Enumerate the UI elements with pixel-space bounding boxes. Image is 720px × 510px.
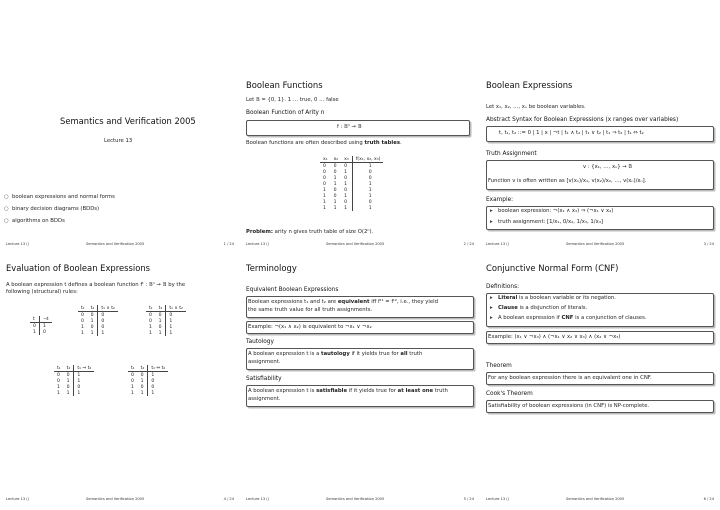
slide-footer: Lecture 13 () Semantics and Verification 2005 2 / 24 [246, 242, 474, 246]
text-line: assignment. [248, 396, 281, 402]
slide-4 [0, 255, 240, 510]
outline-item: ○ binary decision diagrams (BDDs) [4, 206, 100, 212]
cook-theorem-block [486, 400, 714, 413]
satisfiability-block [246, 385, 474, 407]
text-line: Function v is often written as [v(x₁)/x₁, v(x₂)/x₂, …, v(xₙ)/xₙ]. [488, 178, 647, 184]
block-title: Example: [486, 197, 514, 203]
example-block [486, 331, 714, 344]
bullet-icon: ▸ [490, 295, 493, 301]
bullet-icon: ▸ [490, 305, 493, 311]
problem-note: Problem: arity n gives truth table of size O(2ⁿ). [246, 229, 374, 235]
slide-5 [240, 255, 480, 510]
truth-table-implication: t₁ t₂ t₁ ⇒ t₂ 0 0 1 0 1 1 1 0 0 1 1 1 [54, 365, 94, 396]
definition-item: ▸ Clause is a disjunction of literals. [490, 305, 588, 311]
lecture-label: Lecture 13 [104, 138, 133, 144]
bullet-icon: ▸ [490, 219, 493, 225]
bullet-icon: ○ [4, 206, 9, 212]
text-line: Example: (x₁ ∨ ¬x₃) ∧ (¬x₁ ∨ x₂ ∨ x₃) ∧ (x₂ ∨ ¬x₃) [488, 334, 621, 340]
definition-item: ▸ A boolean expression if CNF is a conjunction of clauses. [490, 315, 647, 321]
example-item: ▸ truth assignment: [1/x₁, 0/x₂, 1/x₃, 1/x₄] [490, 219, 603, 225]
text-line: Boolean functions are often described using truth tables. [246, 140, 402, 146]
text-line: A boolean expression t is satisfiable if it yields true for at least one truth [248, 388, 448, 394]
text-line: assignment. [248, 359, 281, 365]
bullet-icon: ▸ [490, 315, 493, 321]
definitions-block [486, 293, 714, 327]
slide-title: Evaluation of Boolean Expressions [6, 263, 150, 273]
definition-block [246, 296, 474, 318]
truth-table: x₁ x₂ x₃ f(x₁, x₂, x₃) 0 0 0 1 0 0 1 0 0 1 0 0 0 1 1 1 1 0 0 1 1 0 1 1 1 1 0 0 1 1 1 1 [320, 156, 383, 211]
truth-table-or: t₁ t₂ t₁ ∨ t₂ 0 0 0 0 1 1 1 0 1 1 1 1 [146, 305, 186, 336]
truth-table-and: t₁ t₂ t₁ ∧ t₂ 0 0 0 0 1 0 1 0 0 1 1 1 [78, 305, 118, 336]
definition-item: ▸ Literal is a boolean variable or its negation. [490, 295, 616, 301]
block-title: Definitions: [486, 284, 520, 290]
bullet-icon: ○ [4, 194, 9, 200]
block-title: Cook's Theorem [486, 391, 533, 397]
slide-title: Boolean Functions [246, 80, 323, 90]
slide-footer: Lecture 13 () Semantics and Verification 2005 1 / 24 [6, 242, 234, 246]
formula: f : 𝔹ⁿ → 𝔹 [337, 124, 362, 130]
example-block [486, 206, 714, 230]
formula: v : {x₁, …, xₙ} → 𝔹 [583, 164, 633, 170]
block-title: Truth Assignment [486, 151, 537, 157]
block-title: Tautology [246, 339, 274, 345]
text-line: A boolean expression t defines a boolean function fᵗ : 𝔹ⁿ → 𝔹 by the [6, 282, 186, 288]
example-item: ▸ boolean expression: ¬(x₁ ∧ x₃) ⇒ (¬x₁ ∨ x₄) [490, 208, 614, 214]
slide-footer: Lecture 13 () Semantics and Verification 2005 5 / 24 [246, 497, 474, 501]
block-title: Theorem [486, 363, 512, 369]
outline-item: ○ boolean expressions and normal forms [4, 194, 115, 200]
example-block [246, 321, 474, 334]
text-line: For any boolean expression there is an equivalent one in CNF. [488, 375, 652, 381]
block-title: Satisfiability [246, 376, 282, 382]
text-line: Example: ¬(x₁ ∧ x₂) is equivalent to ¬x₁ ∨ ¬x₂ [248, 324, 372, 330]
block-title: Boolean Function of Arity n [246, 110, 325, 116]
assignment-block [486, 160, 714, 190]
slide-6 [480, 255, 720, 510]
bullet-icon: ○ [4, 218, 9, 224]
outline-item: ○ algorithms on BDDs [4, 218, 65, 224]
formula: t, t₁, t₂ ::= 0 | 1 | x | ¬t | t₁ ∧ t₂ | t₁ ∨ t₂ | t₁ ⇒ t₂ | t₁ ⇔ t₂ [499, 130, 644, 136]
slide-footer: Lecture 13 () Semantics and Verification 2005 6 / 24 [486, 497, 714, 501]
text-line: Satisfiability of boolean expressions (in CNF) is NP-complete. [488, 403, 650, 409]
tautology-block [246, 348, 474, 370]
slide-3 [480, 0, 720, 255]
definition-block [246, 120, 470, 136]
slide-1 [0, 0, 240, 255]
slide-title: Conjunctive Normal Form (CNF) [486, 263, 619, 273]
slide-footer: Lecture 13 () Semantics and Verification 2005 3 / 24 [486, 242, 714, 246]
bullet-icon: ▸ [490, 208, 493, 214]
slide-footer: Lecture 13 () Semantics and Verification 2005 4 / 24 [6, 497, 234, 501]
truth-table-equivalence: t₁ t₂ t₁ ⇔ t₂ 0 0 1 0 1 0 1 0 0 1 1 1 [128, 365, 168, 396]
slide-title: Boolean Expressions [486, 80, 573, 90]
truth-table-negation: t ¬t 0 1 1 0 [30, 316, 52, 335]
text-line: following (structural) rules: [6, 289, 78, 295]
block-title: Equivalent Boolean Expressions [246, 287, 339, 293]
presentation-title: Semantics and Verification 2005 [60, 116, 196, 126]
slide-2 [240, 0, 480, 255]
text-line: Let x₁, x₂, …, xₙ be boolean variables. [486, 104, 586, 110]
block-title: Abstract Syntax for Boolean Expressions (x ranges over variables) [486, 117, 679, 123]
theorem-block [486, 372, 714, 385]
text-line: Boolean expressions t₁ and t₂ are equivalent iff fᵗ¹ = fᵗ², i.e., they yield [248, 299, 438, 305]
text-line: the same truth value for all truth assignments. [248, 307, 373, 313]
syntax-block [486, 126, 714, 142]
slide-title: Terminology [246, 263, 297, 273]
text-line: A boolean expression t is a tautology if it yields true for all truth [248, 351, 423, 357]
text-line: Let 𝔹 = {0, 1}. 1 … true, 0 … false [246, 97, 339, 103]
